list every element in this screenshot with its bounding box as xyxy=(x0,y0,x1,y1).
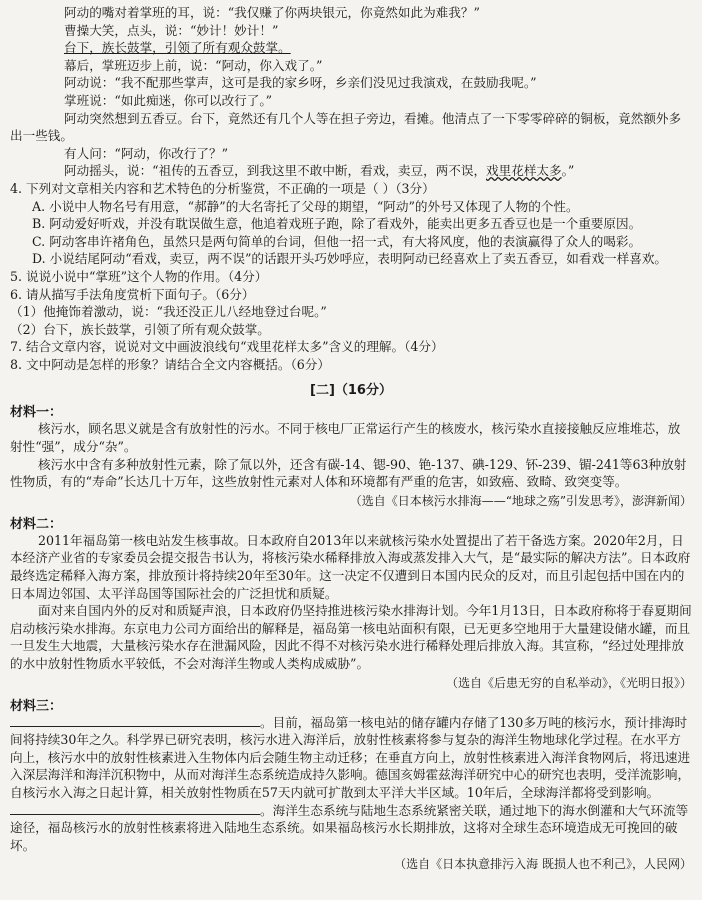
material-1-label: 材料一： xyxy=(10,405,63,421)
material-1-para-1: 核污水，顾名思义就是含有放射性的污水。不同于核电厂正常运行产生的核废水，核污染水直接接触反应堆堆芯，放射性“强”，成分“杂”。 xyxy=(10,421,681,455)
material-2-para-2: 面对来自国内外的反对和质疑声浪，日本政府仍坚持推进核污染水排海计划。今年1月13日，日本政府称将于春夏期间启动核污染水排海。东京电力公司方面给出的解释是，福岛第一核电站面积有限，已无更多空地用于大量建设储水罐，而且一旦发生大地震，大量核污染水存在泄漏风险，因此不得不对核污染水进行稀释处理后排放入海。其宣称，“经过处理排放的水中放射性物质水平较低，不会对海洋生物或人类构成威胁”。 xyxy=(10,603,692,671)
q4-option-c: C. 阿动客串许褚角色，虽然只是两句简单的台词，但他一招一式，有大将风度，他的表演赢得了众人的喝彩。 xyxy=(32,233,642,249)
material-1-para-2: 核污水中含有多种放射性元素，除了氚以外，还含有碳-14、锶-90、铯-137、碘-129、钚-239、镅-241等63种放射性物质，有的“寿命”长达几十万年，这些放射性元素对人体和环境都有严重的危害，如致癌、致畸、致突变等。 xyxy=(10,456,687,490)
story-line-1: 阿动的嘴对着掌班的耳，说：“我仅赚了你两块银元，你竟然如此为难我？” xyxy=(64,5,480,20)
question-6: 6. 请从描写手法角度赏析下面句子。（6分） xyxy=(10,286,255,302)
material-2-source: （选自《后患无穷的自私举动》，《光明日报》） xyxy=(445,675,692,690)
story-line-9 xyxy=(10,162,692,180)
material-3-para-1 xyxy=(10,714,692,802)
material-3-para-2-text: 。海洋生态系统与陆地生态系统紧密关联，通过地下的海水倒灌和大气环流等途径，福岛核污水的放射性核素将进入陆地生态系统。如果福岛核污水长期排放，这将对全球生态环境造成无可挽回的破坏。 xyxy=(10,802,689,853)
answer-blank-1[interactable] xyxy=(10,726,260,727)
q4-option-d: D. 小说结尾阿动“看戏，卖豆，两不误”的话跟开头巧妙呼应，表明阿动已经喜欢上了卖五香豆，如看戏一样喜欢。 xyxy=(32,251,668,267)
story-line-3: 台下，族长鼓掌，引领了所有观众鼓掌。 xyxy=(64,40,291,56)
story-line-7: 阿动突然想到五香豆。台下，竟然还有几个人等在担子旁边，看摊。他清点了一下零零碎碎的铜板，竟然额外多出一些钱。 xyxy=(10,110,682,144)
material-3-para-2 xyxy=(10,802,692,855)
story-line-9-text: 阿动摇头，说：“祖传的五香豆，到我这里不敢中断，看戏，卖豆，两不误，戏里花样太多。” xyxy=(64,163,575,179)
question-5: 5. 说说小说中“掌班”这个人物的作用。（4分） xyxy=(10,268,268,284)
wavy-underlined-phrase: 戏里花样太多 xyxy=(486,163,562,179)
material-2-para-1: 2011年福岛第一核电站发生核事故。日本政府自2013年以来就核污染水处置提出了若干备选方案。2020年2月，日本经济产业省的专家委员会提交报告书认为，将核污染水稀释排放入海或蒸发排入大气，是“最实际的解决方法”。日本政府最终选定稀释入海方案，排放预计将持续20年至30年。这一决定不仅遭到日本国内民众的反对，而且引起包括中国在内的日本周边邻国、太平洋岛国等国际社会的广泛担忧和质疑。 xyxy=(10,532,691,601)
material-3-para-1-text: 。目前，福岛第一核电站的储存罐内存储了130多万吨的核污水，预计排海时间将持续30年之久。科学界已研究表明，核污水进入海洋后，放射性核素将参与复杂的海洋生物地球化学过程。在水平方向上，核污水中的放射性核素进入生物体内后会随生物主动迁移；在垂直方向上，放射性核素进入海洋食物网后，将迅速进入深层海洋和海洋沉积物中，从而对海洋生态系统造成持久影响。德国亥姆霍兹海洋研究中心的研究也表明，受洋流影响，自核污水入海之日起计算，相关放射性物质在57天内就可扩散到太平洋大半区域。10年后，全球海洋都将受到影响。 xyxy=(10,714,691,800)
section-2-title: [二]（16分） xyxy=(310,383,392,399)
story-line-8: 有人问：“阿动，你改行了？” xyxy=(64,145,229,161)
q6-item-1: （1）他掩饰着激动，说：“我还没正儿八经地登过台呢。” xyxy=(10,304,327,320)
q4-option-b: B. 阿动爱好听戏，并没有耽误做生意，他追着戏班子跑，除了看戏外，能卖出更多五香豆也是一个重要原因。 xyxy=(32,216,642,232)
story-line-5: 阿动说：“我不配那些掌声，这可是我的家乡呀，乡亲们没见过我演戏，在鼓励我呢。” xyxy=(64,75,537,91)
q6-item-2: （2）台下，族长鼓掌，引领了所有观众鼓掌。 xyxy=(10,321,270,337)
question-4: 4. 下列对文章相关内容和艺术特色的分析鉴赏，不正确的一项是（ ）（3分） xyxy=(10,180,435,196)
material-2-label: 材料二： xyxy=(10,516,63,532)
material-3-label: 材料三： xyxy=(10,698,63,714)
material-1-source: （选自《日本核污水排海——“地球之殇”引发思考》，澎湃新闻） xyxy=(349,493,692,508)
story-line-6: 掌班说：“如此痴迷，你可以改行了。” xyxy=(64,92,273,108)
q4-option-a: A. 小说中人物名号有用意，“郝静”的大名寄托了父母的期望，“阿动”的外号又体现了人物的个性。 xyxy=(32,198,579,214)
question-8: 8. 文中阿动是怎样的形象？请结合全文内容概括。（6分） xyxy=(10,356,330,372)
question-7: 7. 结合文章内容，说说对文中画波浪线句“戏里花样太多”含义的理解。（4分） xyxy=(10,339,444,355)
answer-blank-2[interactable] xyxy=(10,814,260,815)
material-3-source: （选自《日本执意排污入海 既损人也不利己》，人民网） xyxy=(394,857,692,872)
story-line-4: 幕后，掌班迈步上前，说：“阿动，你入戏了。” xyxy=(64,57,323,73)
story-line-2: 曹操大笑，点头，说：“妙计！妙计！” xyxy=(64,22,279,38)
